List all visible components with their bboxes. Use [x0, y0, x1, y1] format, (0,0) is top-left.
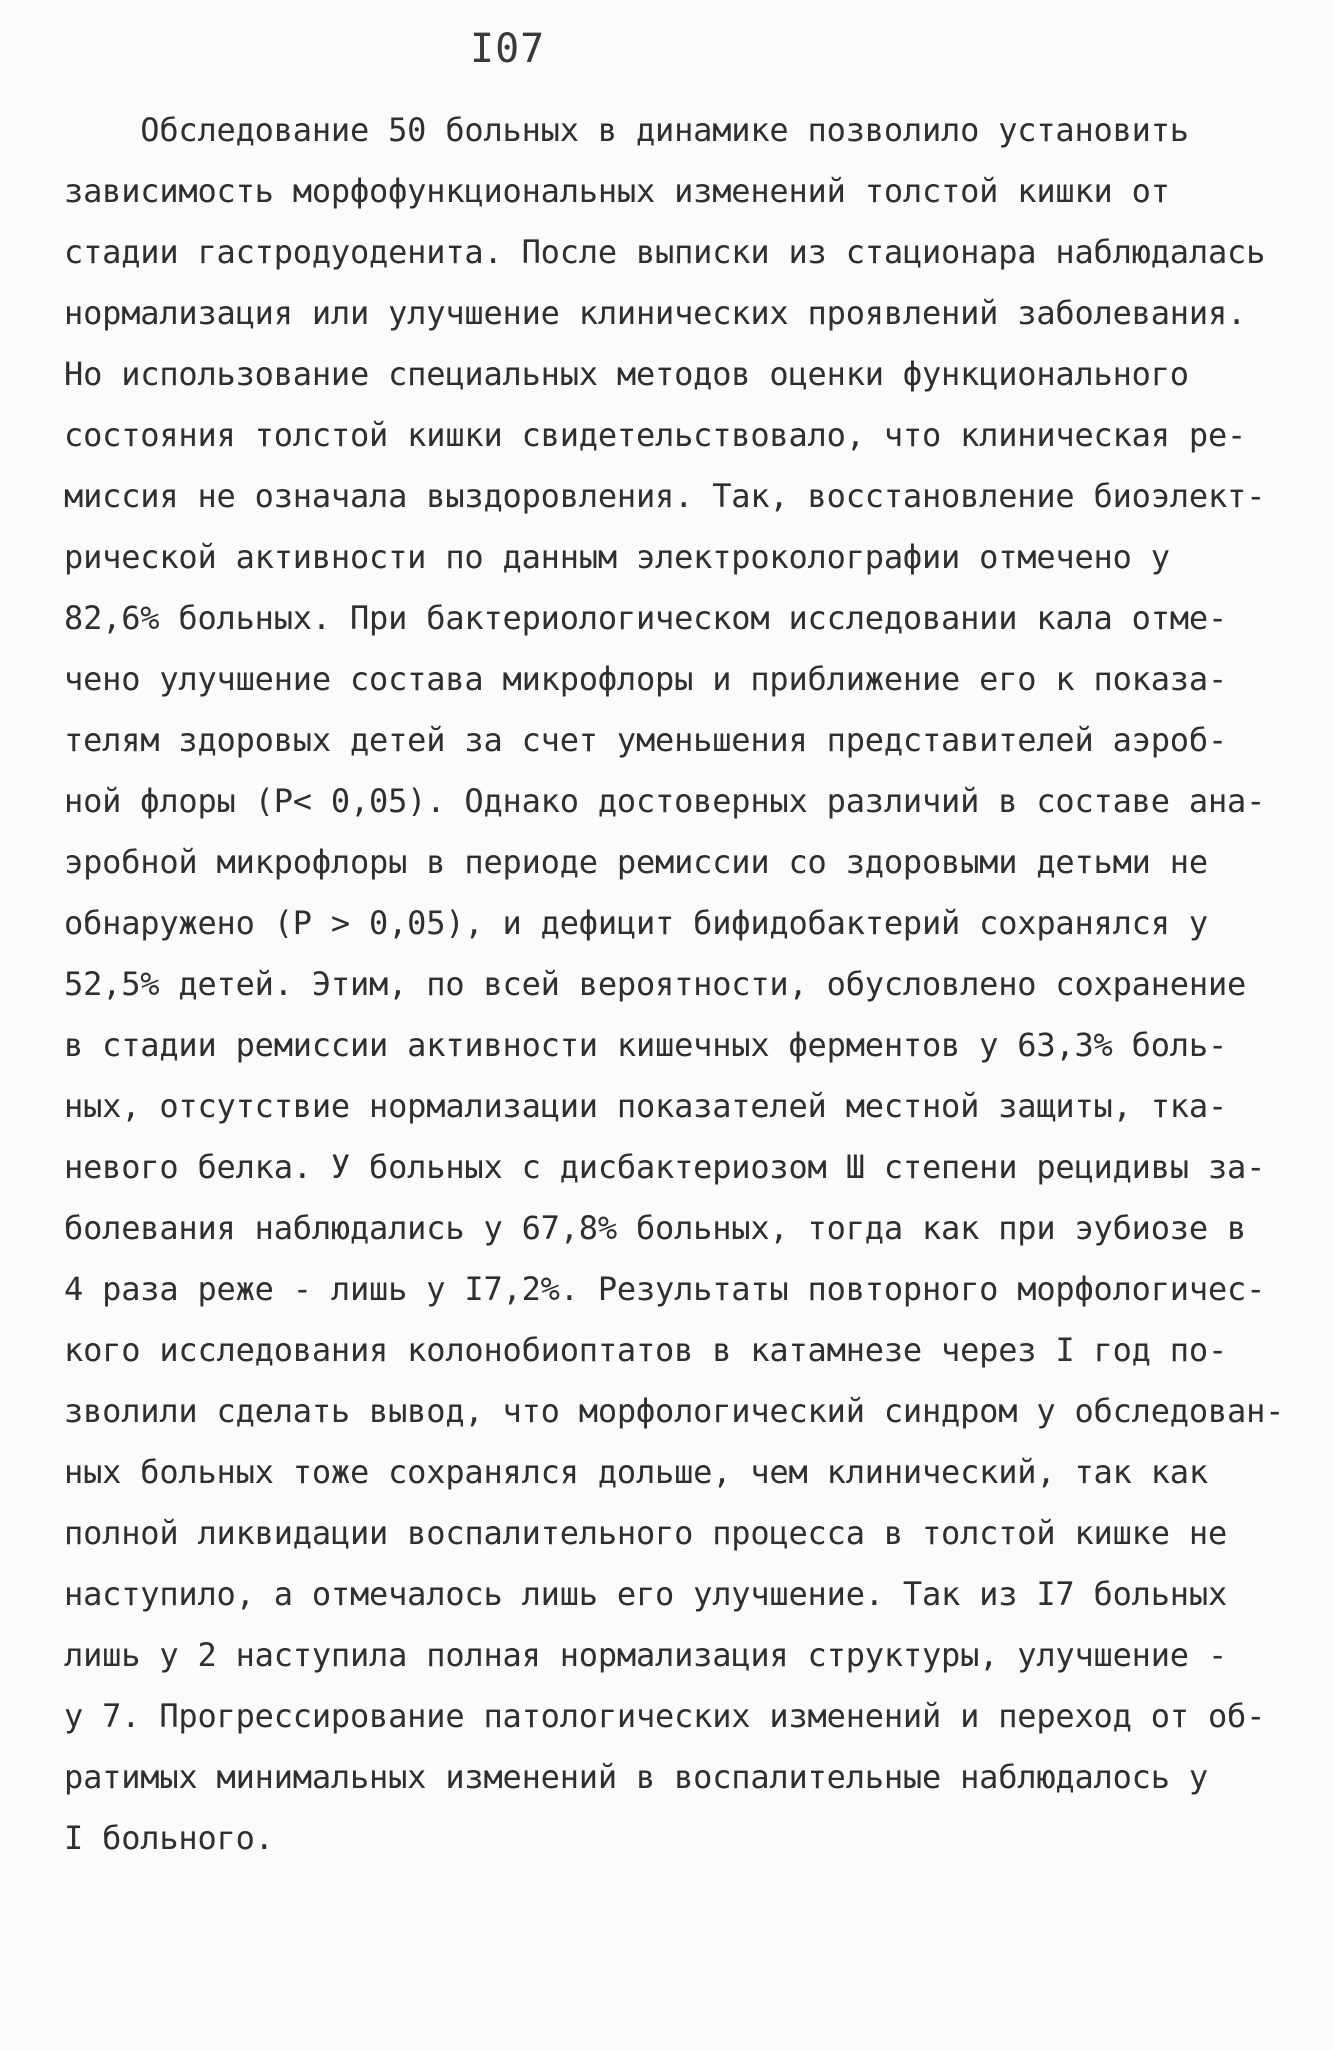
text-line: ной флоры (Р< 0,05). Однако достоверных различий в составе ана- — [64, 782, 1266, 820]
text-line: миссия не означала выздоровления. Так, восстановление биоэлект- — [64, 477, 1266, 515]
text-line: невого белка. У больных с дисбактериозом Ш степени рецидивы за- — [64, 1148, 1266, 1186]
text-line: полной ликвидации воспалительного процесса в толстой кишке не — [64, 1514, 1228, 1552]
text-line: нормализация или улучшение клинических проявлений заболевания. — [64, 294, 1247, 332]
text-line: наступило, а отмечалось лишь его улучшение. Так из I7 больных — [64, 1575, 1228, 1613]
text-line: зависимость морфофункциональных изменений толстой кишки от — [64, 172, 1170, 210]
text-line: телям здоровых детей за счет уменьшения представителей аэроб- — [64, 721, 1228, 759]
text-line: ратимых минимальных изменений в воспалительные наблюдалось у — [64, 1758, 1208, 1796]
text-line: в стадии ремиссии активности кишечных ферментов у 63,3% боль- — [64, 1026, 1228, 1064]
text-line: чено улучшение состава микрофлоры и приближение его к показа- — [64, 660, 1228, 698]
text-line: кого исследования колонобиоптатов в катамнезе через I год по- — [64, 1331, 1228, 1369]
text-line: зволили сделать вывод, что морфологический синдром у обследован- — [64, 1392, 1285, 1430]
text-line: лишь у 2 наступила полная нормализация структуры, улучшение - — [64, 1636, 1228, 1674]
text-line: рической активности по данным электроколографии отмечено у — [64, 538, 1170, 576]
text-line: 52,5% детей. Этим, по всей вероятности, обусловлено сохранение — [64, 965, 1247, 1003]
text-line: у 7. Прогрессирование патологических изменений и переход от об- — [64, 1697, 1266, 1735]
body-text — [64, 100, 1314, 1869]
text-line: 82,6% больных. При бактериологическом исследовании кала отме- — [64, 599, 1228, 637]
text-line: Обследование 50 больных в динамике позволило установить — [64, 111, 1189, 149]
page-number: I07 — [470, 26, 546, 72]
text-line: ных больных тоже сохранялся дольше, чем клинический, так как — [64, 1453, 1208, 1491]
text-line: обнаружено (Р > 0,05), и дефицит бифидобактерий сохранялся у — [64, 904, 1208, 942]
text-line: I больного. — [64, 1819, 274, 1857]
text-line: стадии гастродуоденита. После выписки из стационара наблюдалась — [64, 233, 1266, 271]
text-line: 4 раза реже - лишь у I7,2%. Результаты повторного морфологичес- — [64, 1270, 1266, 1308]
text-line: Но использование специальных методов оценки функционального — [64, 355, 1189, 393]
text-line: болевания наблюдались у 67,8% больных, тогда как при эубиозе в — [64, 1209, 1247, 1247]
text-line: ных, отсутствие нормализации показателей местной защиты, тка- — [64, 1087, 1228, 1125]
text-line: состояния толстой кишки свидетельствовало, что клиническая ре- — [64, 416, 1247, 454]
text-line: эробной микрофлоры в периоде ремиссии со здоровыми детьми не — [64, 843, 1208, 881]
